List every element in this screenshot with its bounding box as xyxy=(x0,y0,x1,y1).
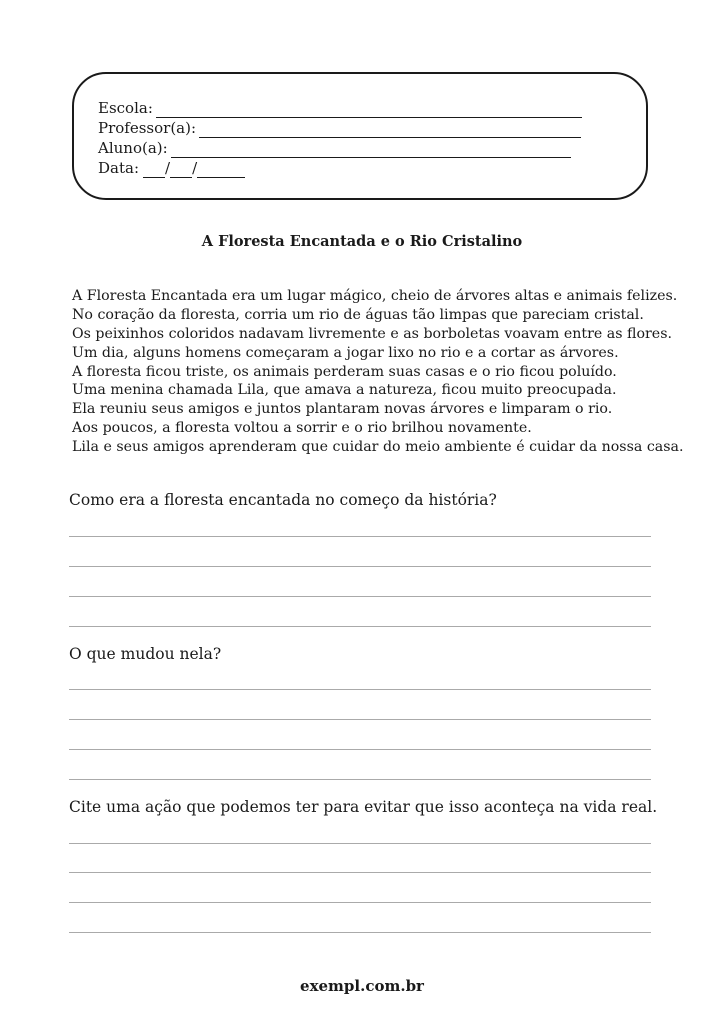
answer-line[interactable] xyxy=(69,689,651,690)
teacher-blank[interactable] xyxy=(199,123,581,138)
question-3: Cite uma ação que podemos ter para evitar que isso aconteça na vida real. xyxy=(69,798,658,816)
student-blank[interactable] xyxy=(171,143,571,158)
answer-line[interactable] xyxy=(69,596,651,597)
question-2: O que mudou nela? xyxy=(69,645,222,663)
school-blank[interactable] xyxy=(156,103,582,118)
story-line: Um dia, alguns homens começaram a jogar lixo no rio e a cortar as árvores. xyxy=(72,344,619,361)
date-separator: / xyxy=(165,159,171,177)
teacher-label: Professor(a): xyxy=(98,119,197,137)
story-line: A floresta ficou triste, os animais perderam suas casas e o rio ficou poluído. xyxy=(72,363,617,380)
answer-line[interactable] xyxy=(69,749,651,750)
teacher-field xyxy=(98,118,581,138)
answer-line[interactable] xyxy=(69,566,651,567)
student-field xyxy=(98,138,571,158)
date-field xyxy=(98,158,245,178)
story-line: Ela reuniu seus amigos e juntos plantaram novas árvores e limparam o rio. xyxy=(72,401,613,418)
date-month-blank[interactable] xyxy=(170,163,192,178)
answer-line[interactable] xyxy=(69,719,651,720)
story-line: A Floresta Encantada era um lugar mágico, cheio de árvores altas e animais felizes. xyxy=(72,288,678,304)
answer-line[interactable] xyxy=(69,932,651,933)
story-line: Os peixinhos coloridos nadavam livremente e as borboletas voavam entre as flores. xyxy=(72,325,672,342)
school-field xyxy=(98,98,582,118)
question-1: Como era a floresta encantada no começo da história? xyxy=(69,491,497,509)
date-year-blank[interactable] xyxy=(197,163,245,178)
answer-line[interactable] xyxy=(69,626,651,627)
answer-line[interactable] xyxy=(69,872,651,873)
answer-line[interactable] xyxy=(69,779,651,780)
answer-line[interactable] xyxy=(69,902,651,903)
answer-line[interactable] xyxy=(69,843,651,844)
story-line: Uma menina chamada Lila, que amava a natureza, ficou muito preocupada. xyxy=(72,382,617,399)
story-text xyxy=(72,287,684,457)
answer-line[interactable] xyxy=(69,536,651,537)
story-line: Aos poucos, a floresta voltou a sorrir e o rio brilhou novamente. xyxy=(72,420,532,437)
school-label: Escola: xyxy=(98,99,153,117)
date-separator: / xyxy=(192,159,198,177)
story-title: A Floresta Encantada e o Rio Cristalino xyxy=(201,233,523,250)
date-day-blank[interactable] xyxy=(143,163,165,178)
story-line: No coração da floresta, corria um rio de águas tão limpas que pareciam cristal. xyxy=(72,306,644,323)
student-info-box xyxy=(72,72,648,200)
student-label: Aluno(a): xyxy=(98,139,168,157)
footer-site: exempl.com.br xyxy=(300,977,424,995)
date-label: Data: xyxy=(98,159,139,177)
story-line: Lila e seus amigos aprenderam que cuidar do meio ambiente é cuidar da nossa casa. xyxy=(72,439,684,456)
